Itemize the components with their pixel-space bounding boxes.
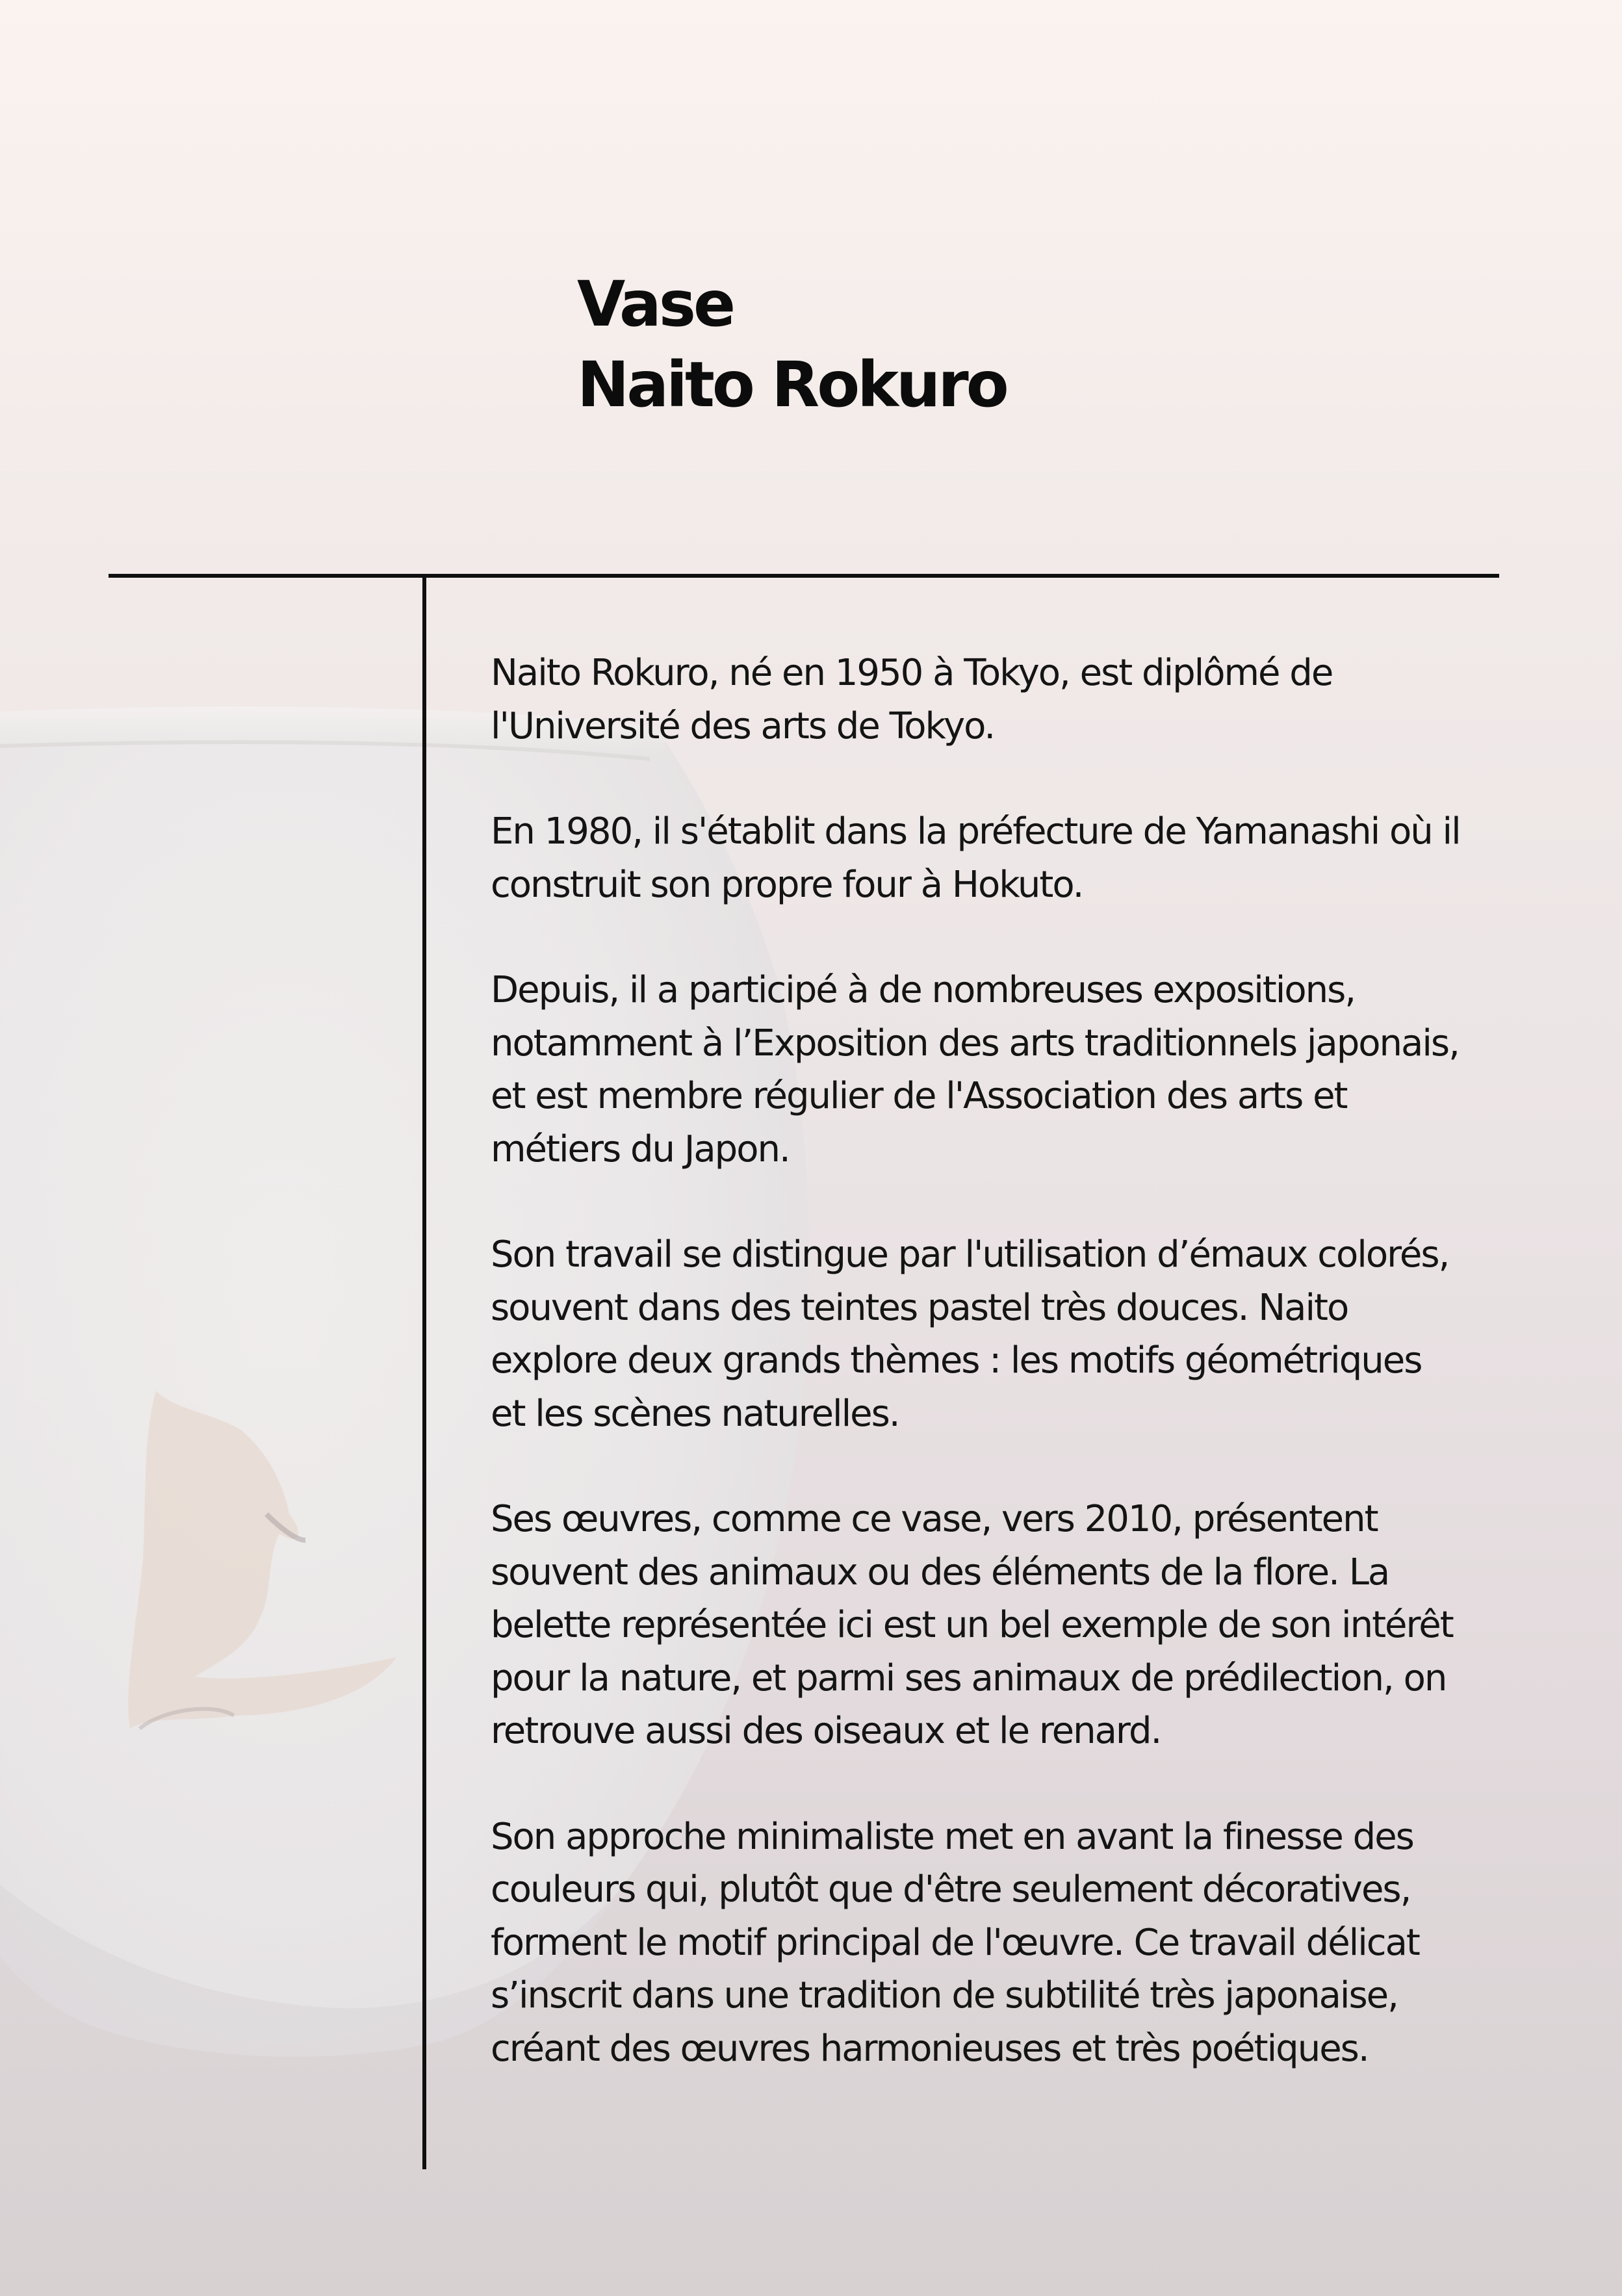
paragraph-approach: Son approche minimaliste met en avant la finesse des couleurs qui, plutôt que d'être seulement décoratives, forment le motif principal de l'œuvre. Ce travail délicat s’inscrit dans une tradition de subtilité très japonaise, créant des œuvres harmonieuses et très poétiques.	[491, 1815, 1419, 2070]
paragraph-biography: Naito Rokuro, né en 1950 à Tokyo, est diplômé de l'Université des arts de Tokyo.	[491, 652, 1333, 747]
paragraph-style: Son travail se distingue par l'utilisation d’émaux colorés, souvent dans des teintes pastel très douces. Naito explore deux grands thèmes : les motifs géométriques et les scènes naturelles.	[491, 1233, 1449, 1435]
title-line-artist: Naito Rokuro	[577, 348, 1007, 421]
paragraph-kiln: En 1980, il s'établit dans la préfecture de Yamanashi où il construit son propre four à Hokuto.	[491, 810, 1460, 906]
vertical-divider	[422, 574, 426, 2169]
paragraph-vase: Ses œuvres, comme ce vase, vers 2010, présentent souvent des animaux ou des éléments de la flore. La belette représentée ici est un bel exemple de son intérêt pour la nature, et parmi ses animaux de prédilection, on retrouve aussi des oiseaux et le renard.	[491, 1498, 1453, 1752]
article-body	[491, 647, 1524, 2075]
title-line-vase: Vase	[577, 268, 734, 341]
paragraph-exhibitions: Depuis, il a participé à de nombreuses expositions, notamment à l’Exposition des arts traditionnels japonais, et est membre régulier de l'Association des arts et métiers du Japon.	[491, 969, 1459, 1170]
horizontal-divider	[109, 574, 1499, 578]
page-title	[577, 264, 1007, 425]
